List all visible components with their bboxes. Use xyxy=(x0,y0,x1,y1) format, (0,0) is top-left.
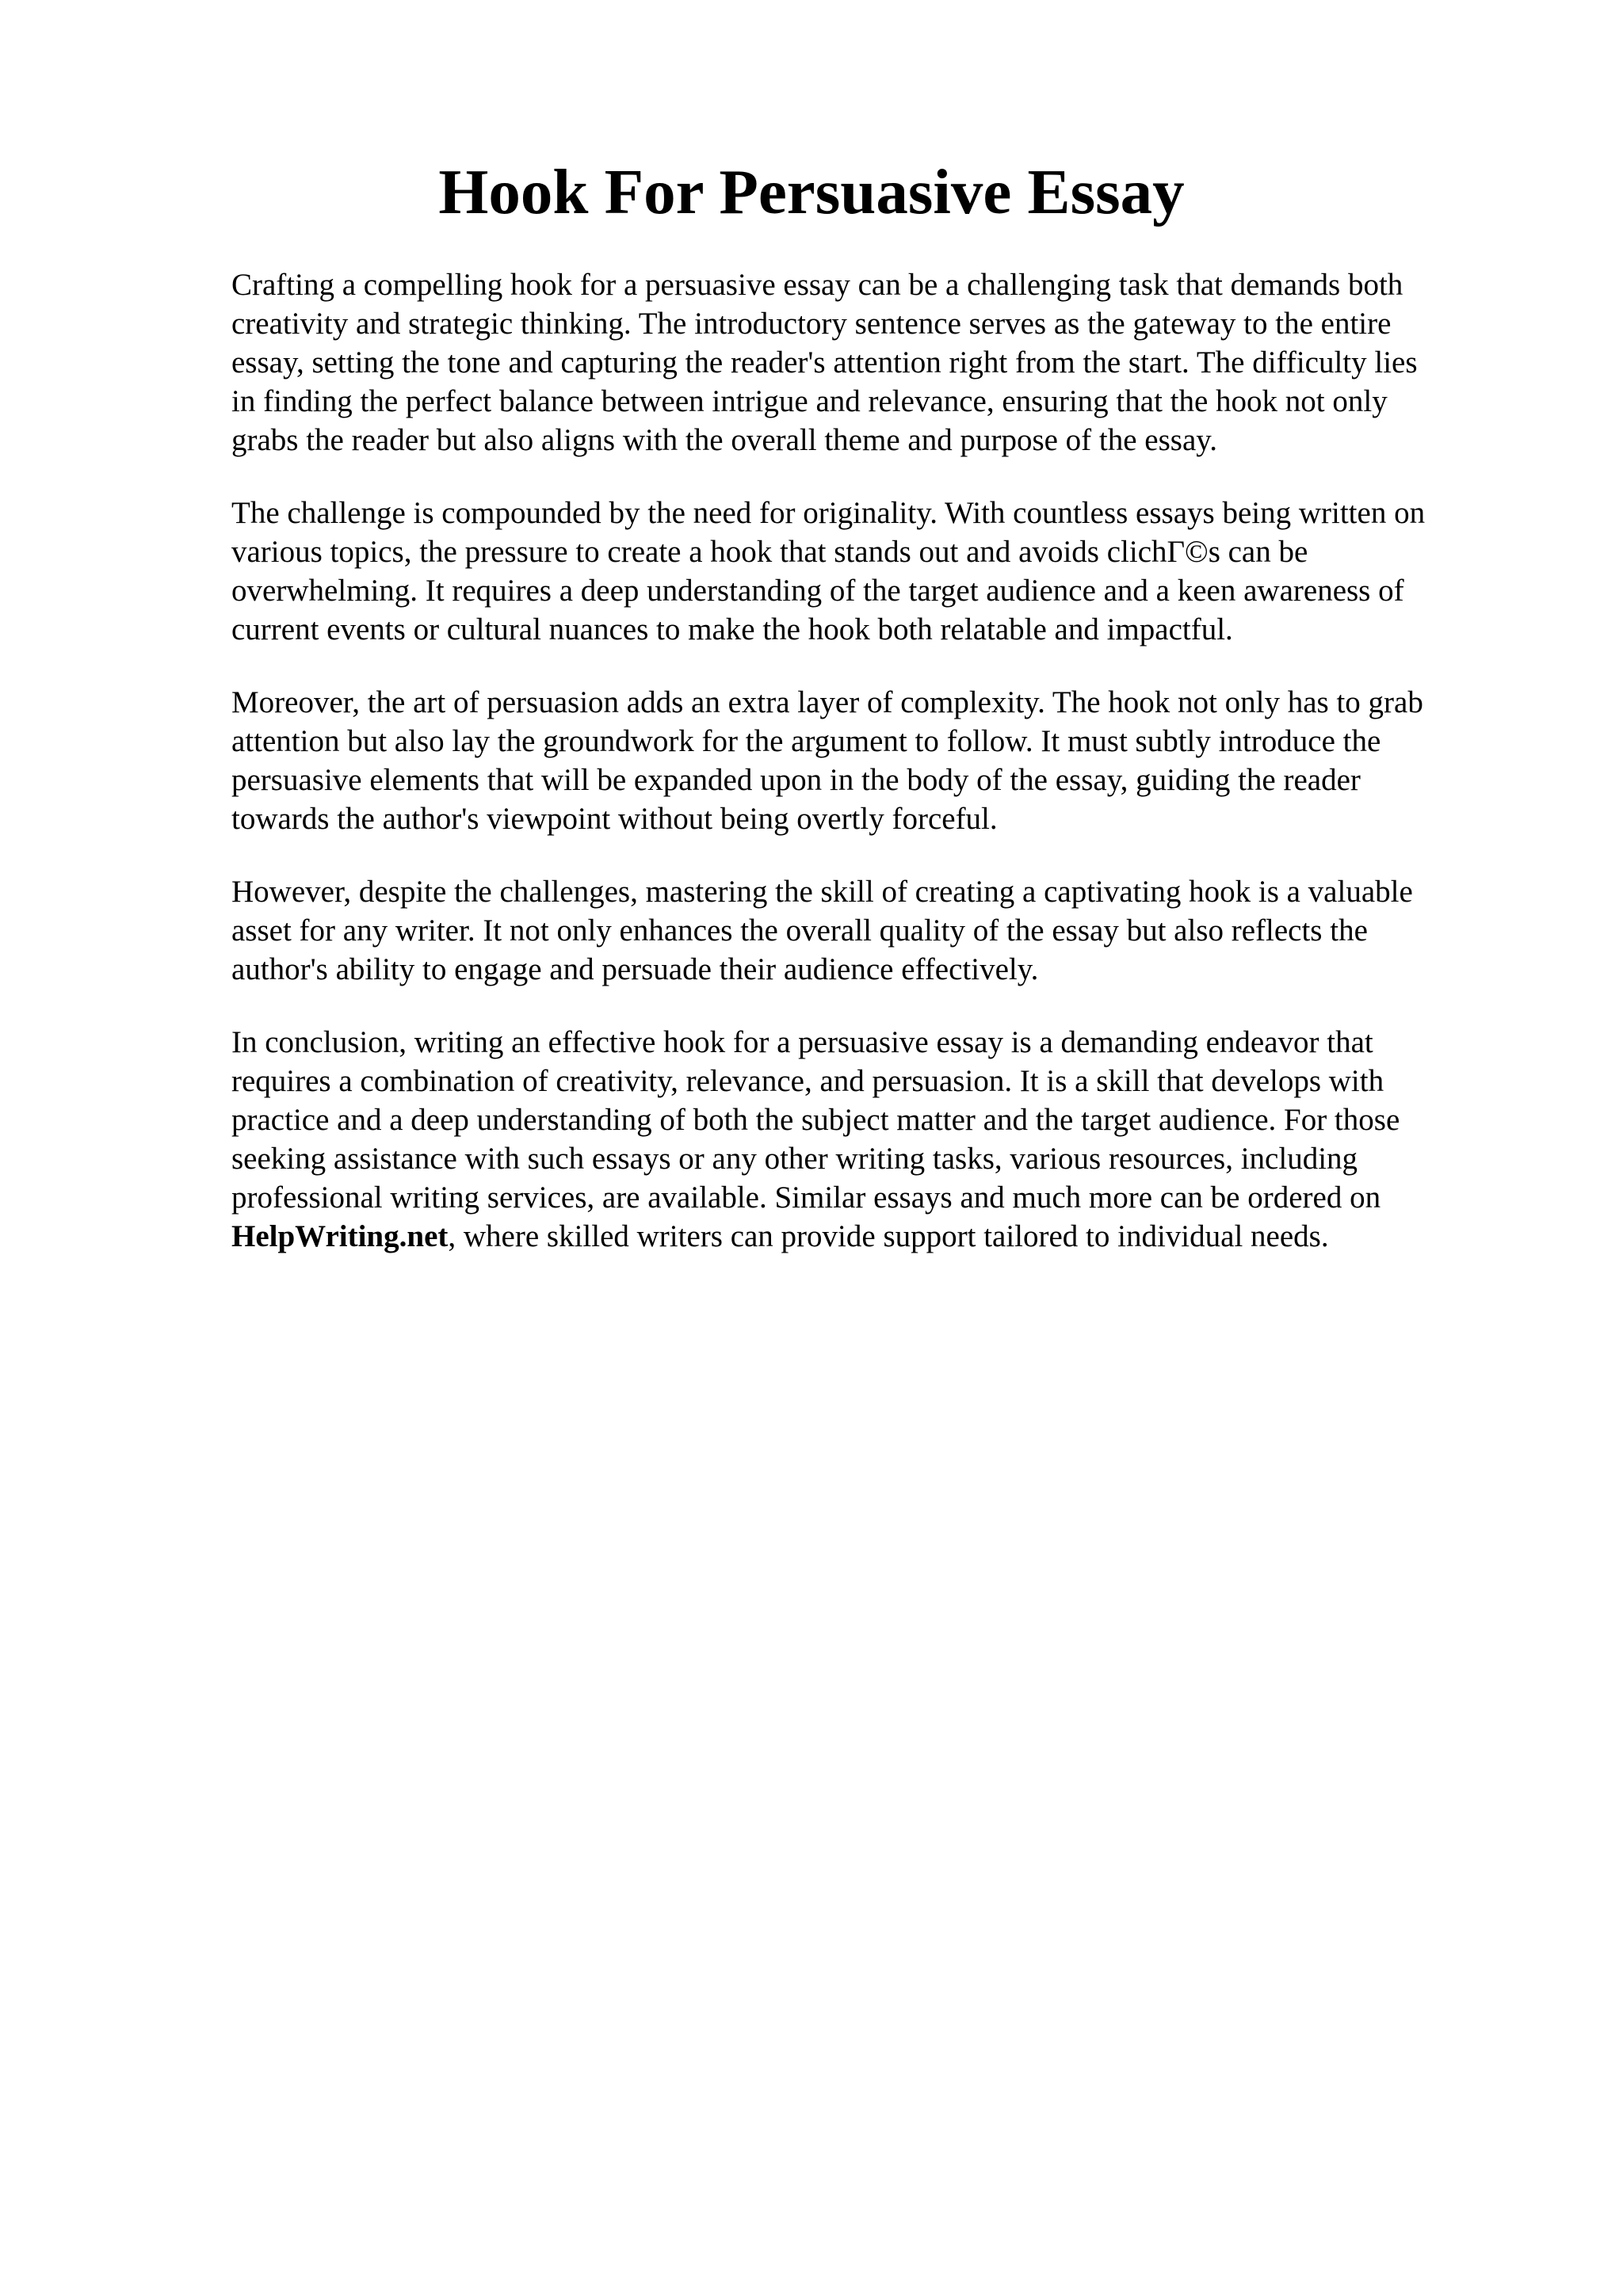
text-line: However, despite the challenges, mastering the skill of creating a captivating hook is a valuable xyxy=(231,875,1413,909)
text-line: creativity and strategic thinking. The introductory sentence serves as the gateway to the entire xyxy=(231,307,1392,341)
paragraph-5 xyxy=(231,1023,1531,1256)
text-line: professional writing services, are available. Similar essays and much more can be ordered on xyxy=(231,1180,1381,1215)
text-line: persuasive elements that will be expanded upon in the body of the essay, guiding the reader xyxy=(231,763,1361,797)
text-line: current events or cultural nuances to make the hook both relatable and impactful. xyxy=(231,612,1233,646)
closing-line-text: , where skilled writers can provide support tailored to individual needs. xyxy=(448,1219,1329,1253)
closing-line xyxy=(231,1217,1531,1256)
text-line: Crafting a compelling hook for a persuasive essay can be a challenging task that demands both xyxy=(231,268,1403,302)
text-line: Moreover, the art of persuasion adds an extra layer of complexity. The hook not only has to grab xyxy=(231,685,1423,719)
text-line: seeking assistance with such essays or any other writing tasks, various resources, including xyxy=(231,1142,1358,1176)
text-line: various topics, the pressure to create a hook that stands out and avoids clichГ©s can be xyxy=(231,535,1308,569)
paragraph-2 xyxy=(231,494,1531,649)
text-line: In conclusion, writing an effective hook for a persuasive essay is a demanding endeavor that xyxy=(231,1025,1373,1059)
brand-name: HelpWriting.net xyxy=(231,1219,449,1253)
text-line: essay, setting the tone and capturing the reader's attention right from the start. The difficulty lies xyxy=(231,345,1418,379)
essay-body xyxy=(231,265,1531,1290)
text-line: grabs the reader but also aligns with the overall theme and purpose of the essay. xyxy=(231,423,1218,457)
text-line: author's ability to engage and persuade their audience effectively. xyxy=(231,952,1039,986)
text-line: practice and a deep understanding of both the subject matter and the target audience. For those xyxy=(231,1103,1400,1137)
paragraph-3 xyxy=(231,683,1531,838)
text-line: in finding the perfect balance between intrigue and relevance, ensuring that the hook not only xyxy=(231,384,1388,418)
text-line: attention but also lay the groundwork for the argument to follow. It must subtly introduce the xyxy=(231,724,1381,758)
text-line: The challenge is compounded by the need for originality. With countless essays being written on xyxy=(231,496,1426,530)
page-title: Hook For Persuasive Essay xyxy=(438,156,1185,227)
text-line: asset for any writer. It not only enhances the overall quality of the essay but also reflects the xyxy=(231,913,1368,948)
paragraph-1 xyxy=(231,265,1531,460)
paragraph-4 xyxy=(231,872,1531,989)
text-line: towards the author's viewpoint without being overtly forceful. xyxy=(231,802,998,836)
text-line: overwhelming. It requires a deep understanding of the target audience and a keen awareness of xyxy=(231,574,1404,608)
text-line: requires a combination of creativity, relevance, and persuasion. It is a skill that develops with xyxy=(231,1064,1384,1098)
